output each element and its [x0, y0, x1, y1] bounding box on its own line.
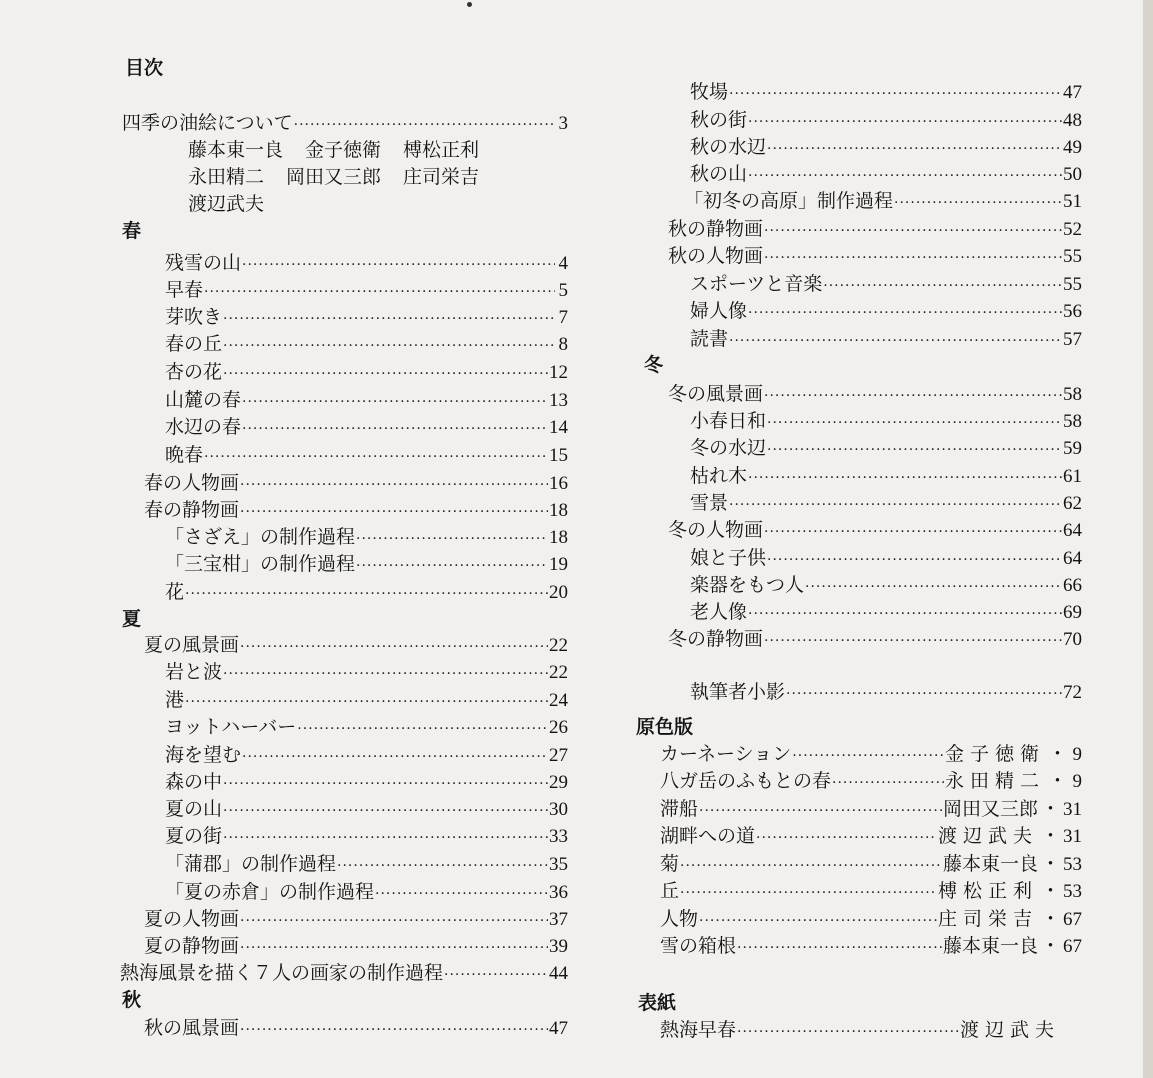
- page-number: 52: [1063, 219, 1082, 240]
- plate-entry[interactable]: [660, 796, 1082, 823]
- page-number: 3: [558, 113, 568, 134]
- entry-title: 四季の油絵について: [122, 112, 293, 134]
- entry-title: 秋の山: [690, 163, 748, 185]
- page-number: 61: [1063, 466, 1082, 487]
- page-number: 35: [549, 854, 568, 875]
- page-number: 12: [549, 362, 568, 383]
- toc-entry[interactable]: [165, 250, 568, 277]
- toc-entry[interactable]: [165, 823, 568, 850]
- dot-leader: [805, 574, 1062, 601]
- page-number: 24: [549, 690, 568, 711]
- dot-leader: [240, 472, 548, 499]
- page-number: 62: [1063, 493, 1082, 514]
- entry-title: スポーツと音楽: [690, 273, 823, 295]
- entry-title: 夏の山: [165, 798, 223, 820]
- dot-leader: [242, 252, 555, 279]
- dot-leader: [240, 908, 548, 935]
- section-summer: [122, 606, 141, 633]
- dot-leader: [223, 661, 548, 688]
- page-number: 19: [549, 554, 568, 575]
- entry-title: 冬: [644, 354, 664, 376]
- toc-entry[interactable]: [165, 331, 568, 358]
- entry-title: 枯れ木: [690, 465, 748, 487]
- toc-entry[interactable]: [165, 579, 568, 606]
- toc-entry[interactable]: [690, 572, 1082, 599]
- dot-leader: [699, 908, 937, 935]
- artist-name: 藤本東一良: [942, 853, 1038, 875]
- entry-title: 夏の風景画: [144, 634, 240, 656]
- toc-entry[interactable]: [165, 414, 568, 441]
- toc-entry[interactable]: [165, 277, 568, 304]
- dot-leader: [242, 416, 548, 443]
- separator-dot: ・: [1040, 853, 1060, 875]
- dot-leader: [764, 628, 1062, 655]
- toc-entry[interactable]: [684, 188, 1082, 215]
- toc-entry[interactable]: [165, 442, 568, 469]
- entry-title: 春: [122, 220, 142, 242]
- page-number: 64: [1063, 520, 1082, 541]
- section-autumn: [122, 987, 141, 1014]
- intro-authors-line-2: 永田精二 岡田又三郎 庄司栄吉: [188, 166, 480, 188]
- toc-entry[interactable]: [690, 134, 1082, 161]
- toc-entry[interactable]: [668, 216, 1082, 243]
- toc-entry[interactable]: [165, 714, 568, 741]
- dot-leader: [356, 526, 548, 553]
- toc-entry[interactable]: [144, 933, 568, 960]
- entry-title: 冬の水辺: [690, 437, 767, 459]
- entry-title: 秋の人物画: [668, 245, 764, 267]
- dot-leader: [748, 109, 1062, 136]
- page-number: 58: [1063, 384, 1082, 405]
- page-number: 22: [549, 635, 568, 656]
- entry-title: 海を望む: [165, 744, 242, 766]
- dot-leader: [767, 547, 1062, 574]
- toc-heading: [125, 55, 163, 82]
- page-number: 18: [549, 500, 568, 521]
- page-number: 49: [1063, 137, 1082, 158]
- dot-leader: [680, 853, 942, 880]
- page-number: 55: [1063, 274, 1082, 295]
- section-color-plates: [636, 714, 693, 741]
- dot-leader: [375, 881, 548, 908]
- toc-entry-intro[interactable]: [122, 110, 568, 137]
- page-number: 37: [549, 909, 568, 930]
- dot-leader: [240, 499, 548, 526]
- dot-leader: [294, 112, 555, 139]
- toc-entry[interactable]: [690, 545, 1082, 572]
- page-number: 13: [549, 390, 568, 411]
- entry-title: 冬の風景画: [668, 383, 764, 405]
- page-number: 58: [1063, 411, 1082, 432]
- toc-entry[interactable]: [690, 326, 1082, 353]
- entry-title: 森の中: [165, 771, 223, 793]
- section-winter: [644, 352, 663, 379]
- plate-entry[interactable]: [660, 851, 1082, 878]
- dot-leader: [240, 935, 548, 962]
- entry-title: 牧場: [690, 81, 729, 103]
- entry-title: 原色版: [636, 716, 694, 738]
- artist-name: 永田精二: [944, 770, 1045, 792]
- toc-entry[interactable]: [690, 271, 1082, 298]
- entry-title: 目次: [125, 57, 164, 79]
- dot-leader: [748, 300, 1062, 327]
- toc-entry[interactable]: [165, 659, 568, 686]
- plate-entry[interactable]: [660, 741, 1082, 768]
- dot-leader: [223, 825, 548, 852]
- entry-title: 秋の街: [690, 109, 748, 131]
- page-number: 20: [549, 582, 568, 603]
- page-number: 53: [1063, 854, 1082, 875]
- page-number: 50: [1063, 164, 1082, 185]
- plate-entry[interactable]: [660, 878, 1082, 905]
- page-number: 57: [1063, 329, 1082, 350]
- entry-title: 「さざえ」の制作過程: [165, 526, 356, 548]
- page-number: 66: [1063, 575, 1082, 596]
- entry-title: 残雪の山: [165, 252, 242, 274]
- intro-authors-line-3: 渡辺武夫: [188, 193, 265, 215]
- entry-title: 水辺の春: [165, 416, 242, 438]
- entry-title: 熱海早春: [660, 1019, 737, 1041]
- entry-title: 読書: [690, 328, 729, 350]
- toc-entry[interactable]: [690, 435, 1082, 462]
- page-number: 67: [1063, 936, 1082, 957]
- artist-name: 金子徳衛: [944, 743, 1045, 765]
- entry-title: 「蒲郡」の制作過程: [165, 853, 337, 875]
- page-number: 67: [1063, 909, 1082, 930]
- dot-leader: [240, 634, 548, 661]
- dot-leader: [767, 136, 1062, 163]
- entry-title: 夏の街: [165, 825, 223, 847]
- dot-leader: [297, 716, 548, 743]
- toc-entry[interactable]: [690, 599, 1082, 626]
- toc-entry[interactable]: [165, 359, 568, 386]
- artist-name: 渡辺武夫: [959, 1019, 1060, 1041]
- toc-entry[interactable]: [165, 769, 568, 796]
- dot-leader: [737, 935, 942, 962]
- entry-title: 冬の静物画: [668, 628, 764, 650]
- dot-leader: [729, 81, 1062, 108]
- plate-entry[interactable]: [660, 768, 1082, 795]
- toc-entry[interactable]: [165, 879, 568, 906]
- dot-leader: [894, 190, 1062, 217]
- page-number: 29: [549, 772, 568, 793]
- page-number: 55: [1063, 246, 1082, 267]
- page-number: 56: [1063, 301, 1082, 322]
- separator-dot: ・: [1040, 908, 1060, 930]
- toc-entry-writers[interactable]: [690, 679, 1082, 706]
- entry-title: 秋の風景画: [144, 1017, 240, 1039]
- entry-title: 八ガ岳のふもとの春: [660, 770, 832, 792]
- separator-dot: ・: [1040, 825, 1060, 847]
- page-number: 7: [558, 307, 568, 328]
- intro-authors-line-1: 藤本東一良 金子徳衛 榑松正利: [188, 139, 480, 161]
- toc-entry[interactable]: [144, 1015, 568, 1042]
- ink-speck: [467, 2, 472, 7]
- page-number: 31: [1063, 826, 1082, 847]
- dot-leader: [786, 681, 1062, 708]
- entry-title: 湖畔への道: [660, 825, 756, 847]
- page-number: 30: [549, 799, 568, 820]
- page-number: 69: [1063, 602, 1082, 623]
- page-number: 16: [549, 473, 568, 494]
- toc-entry[interactable]: [120, 960, 568, 987]
- entry-title: カーネーション: [660, 743, 792, 765]
- entry-title: 港: [165, 689, 185, 711]
- section-spring: [122, 218, 141, 245]
- artist-name: 庄司栄吉: [937, 908, 1038, 930]
- entry-title: 夏の静物画: [144, 935, 240, 957]
- toc-entry[interactable]: [165, 304, 568, 331]
- separator-dot: ・: [1047, 770, 1067, 792]
- entry-title: 雪の箱根: [660, 935, 737, 957]
- dot-leader: [737, 1019, 959, 1046]
- page-number: 8: [558, 334, 568, 355]
- entry-title: 夏: [122, 608, 142, 630]
- plate-entry[interactable]: [660, 933, 1082, 960]
- artist-name: 渡辺武夫: [937, 825, 1038, 847]
- plate-entry[interactable]: [660, 823, 1082, 850]
- entry-title: 早春: [165, 279, 204, 301]
- toc-entry[interactable]: [144, 906, 568, 933]
- dot-leader: [242, 744, 548, 771]
- toc-entry[interactable]: [165, 687, 568, 714]
- dot-leader: [444, 962, 548, 989]
- entry-title: 小春日和: [690, 410, 767, 432]
- page-number: 47: [549, 1018, 568, 1039]
- separator-dot: ・: [1040, 880, 1060, 902]
- dot-leader: [223, 771, 548, 798]
- entry-title: 春の人物画: [144, 472, 240, 494]
- toc-entry[interactable]: [668, 381, 1082, 408]
- dot-leader: [223, 306, 555, 333]
- dot-leader: [748, 601, 1062, 628]
- page-number: 33: [549, 826, 568, 847]
- toc-entry[interactable]: [690, 490, 1082, 517]
- toc-entry[interactable]: [690, 79, 1082, 106]
- page-number: 18: [549, 527, 568, 548]
- dot-leader: [792, 743, 944, 770]
- entry-title: ヨットハーバー: [165, 716, 297, 738]
- page-number: 31: [1063, 799, 1082, 820]
- page-number: 44: [549, 963, 568, 984]
- page-number: 72: [1063, 682, 1082, 703]
- separator-dot: ・: [1040, 935, 1060, 957]
- entry-title: 人物: [660, 908, 699, 930]
- entry-title: 秋の水辺: [690, 136, 767, 158]
- page-number: 27: [549, 745, 568, 766]
- entry-title: 杏の花: [165, 361, 223, 383]
- entry-title: 表紙: [638, 992, 677, 1014]
- page-number: 39: [549, 936, 568, 957]
- dot-leader: [185, 689, 548, 716]
- page-number: 70: [1063, 629, 1082, 650]
- artist-name: 藤本東一良: [942, 935, 1038, 957]
- toc-entry[interactable]: [690, 408, 1082, 435]
- page-number: 15: [549, 445, 568, 466]
- toc-entry[interactable]: [690, 107, 1082, 134]
- entry-title: 「夏の赤倉」の制作過程: [165, 881, 375, 903]
- entry-title: 花: [165, 581, 185, 603]
- dot-leader: [767, 437, 1062, 464]
- dot-leader: [767, 410, 1062, 437]
- dot-leader: [204, 444, 548, 471]
- dot-leader: [240, 1017, 548, 1044]
- dot-leader: [832, 770, 944, 797]
- dot-leader: [680, 880, 937, 907]
- plate-entry[interactable]: [660, 906, 1082, 933]
- toc-entry[interactable]: [144, 632, 568, 659]
- page-number: 47: [1063, 82, 1082, 103]
- page-number: 4: [558, 253, 568, 274]
- page-number: 26: [549, 717, 568, 738]
- dot-leader: [764, 218, 1062, 245]
- entry-title: 芽吹き: [165, 306, 223, 328]
- dot-leader: [699, 798, 942, 825]
- dot-leader: [223, 333, 555, 360]
- entry-title: 春の丘: [165, 333, 223, 355]
- dot-leader: [204, 279, 555, 306]
- toc-entry[interactable]: [690, 463, 1082, 490]
- dot-leader: [756, 825, 937, 852]
- toc-entry[interactable]: [165, 796, 568, 823]
- dot-leader: [748, 465, 1062, 492]
- entry-title: 滞船: [660, 798, 699, 820]
- dot-leader: [823, 273, 1062, 300]
- entry-title: 「初冬の高原」制作過程: [684, 190, 894, 212]
- entry-title: 楽器をもつ人: [690, 574, 805, 596]
- entry-title: 冬の人物画: [668, 519, 764, 541]
- entry-title: 「三宝柑」の制作過程: [165, 553, 356, 575]
- toc-entry[interactable]: [668, 626, 1082, 653]
- page-number: 51: [1063, 191, 1082, 212]
- toc-entry[interactable]: [668, 517, 1082, 544]
- dot-leader: [223, 361, 548, 388]
- dot-leader: [729, 492, 1062, 519]
- toc-entry[interactable]: [668, 243, 1082, 270]
- dot-leader: [748, 163, 1062, 190]
- dot-leader: [764, 383, 1062, 410]
- entry-title: 熱海風景を描く７人の画家の制作過程: [120, 962, 444, 984]
- entry-title: 雪景: [690, 492, 729, 514]
- entry-title: 秋: [122, 989, 142, 1011]
- toc-entry[interactable]: [690, 298, 1082, 325]
- dot-leader: [764, 519, 1062, 546]
- page-number: 9: [1072, 744, 1082, 765]
- page-number: 53: [1063, 881, 1082, 902]
- entry-title: 老人像: [690, 601, 748, 623]
- entry-title: 菊: [660, 853, 680, 875]
- entry-title: 丘: [660, 880, 680, 902]
- section-cover: [638, 990, 676, 1017]
- toc-entry[interactable]: [144, 470, 568, 497]
- toc-entry[interactable]: [165, 524, 568, 551]
- page-number: 5: [558, 280, 568, 301]
- dot-leader: [223, 798, 548, 825]
- toc-entry[interactable]: [165, 387, 568, 414]
- entry-title: 岩と波: [165, 661, 223, 683]
- entry-title: 秋の静物画: [668, 218, 764, 240]
- dot-leader: [356, 553, 548, 580]
- dot-leader: [729, 328, 1062, 355]
- page-number: 59: [1063, 438, 1082, 459]
- page-number: 64: [1063, 548, 1082, 569]
- toc-entry[interactable]: [165, 851, 568, 878]
- artist-name: 岡田又三郎: [942, 798, 1038, 820]
- dot-leader: [242, 389, 548, 416]
- toc-entry[interactable]: [165, 742, 568, 769]
- cover-entry[interactable]: [660, 1017, 1060, 1044]
- page-edge: [1143, 0, 1153, 1078]
- page-number: 14: [549, 417, 568, 438]
- separator-dot: ・: [1047, 743, 1067, 765]
- separator-dot: ・: [1040, 798, 1060, 820]
- toc-entry[interactable]: [144, 497, 568, 524]
- dot-leader: [185, 581, 548, 608]
- page-number: 36: [549, 882, 568, 903]
- entry-title: 春の静物画: [144, 499, 240, 521]
- page-number: 48: [1063, 110, 1082, 131]
- entry-title: 山麓の春: [165, 389, 242, 411]
- entry-title: 執筆者小影: [690, 681, 786, 703]
- dot-leader: [764, 245, 1062, 272]
- entry-title: 婦人像: [690, 300, 748, 322]
- entry-title: 夏の人物画: [144, 908, 240, 930]
- entry-title: 晩春: [165, 444, 204, 466]
- artist-name: 榑松正利: [937, 880, 1038, 902]
- dot-leader: [337, 853, 548, 880]
- page-number: 9: [1072, 771, 1082, 792]
- toc-entry[interactable]: [690, 161, 1082, 188]
- toc-entry[interactable]: [165, 551, 568, 578]
- entry-title: 娘と子供: [690, 547, 767, 569]
- page-number: 22: [549, 662, 568, 683]
